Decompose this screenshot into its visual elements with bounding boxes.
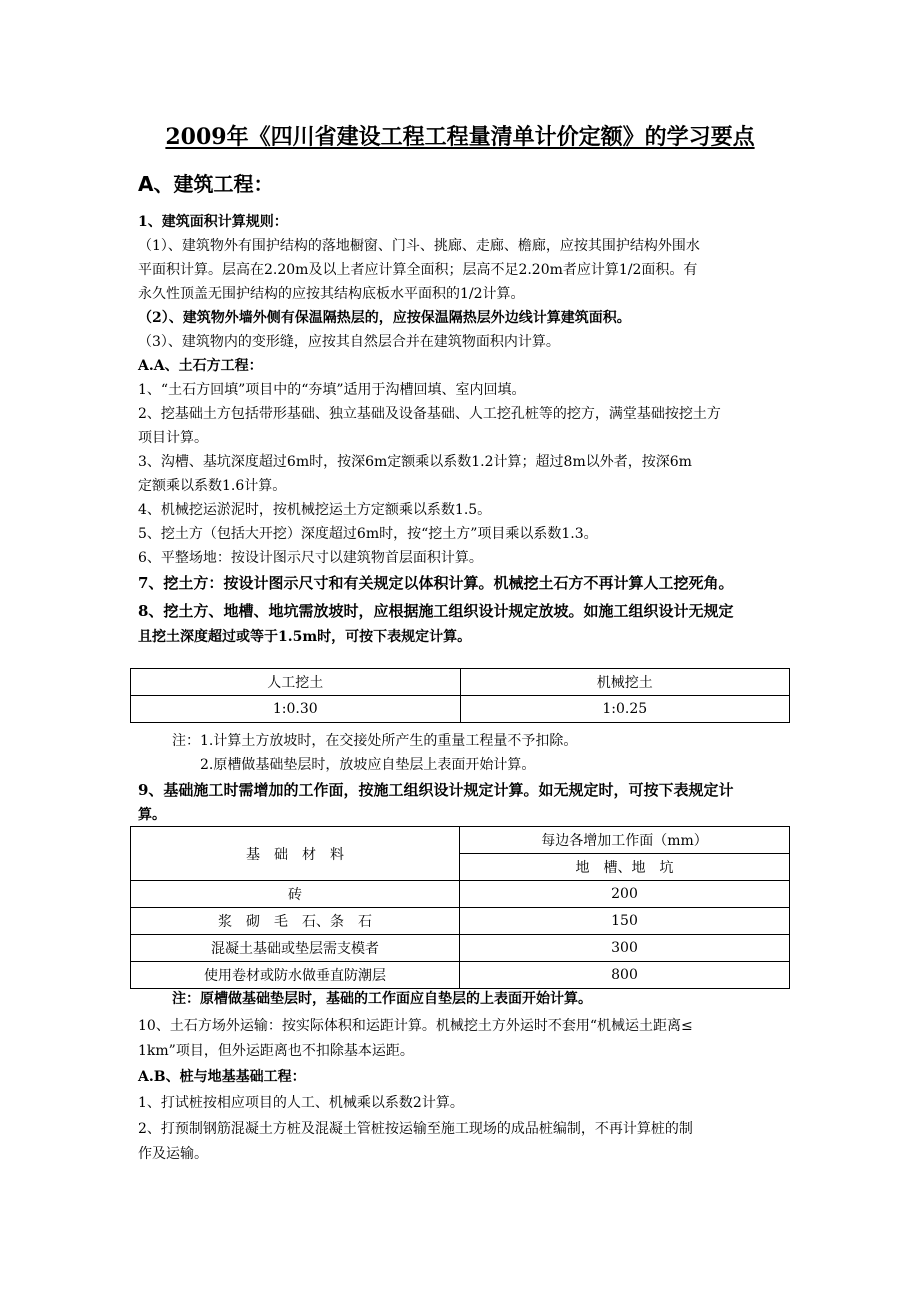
table-row xyxy=(131,962,790,989)
earthwork-item-8-line: 8、挖土方、地槽、地坑需放坡时，应根据施工组织设计规定放坡。如施工组织设计无规定 xyxy=(138,602,734,620)
workface-value: 300 xyxy=(460,935,790,962)
area-rule-1-line: 平面积计算。层高在2.20m及以上者应计算全面积；层高不足2.20m者应计算1/2面积。有 xyxy=(138,262,698,278)
area-rule-3: （3）、建筑物内的变形缝，应按其自然层合并在建筑物面积内计算。 xyxy=(138,334,560,350)
workface-header-width: 每边各增加工作面（mm） xyxy=(460,827,790,854)
workface-subheader: 地 槽、地 坑 xyxy=(460,854,790,881)
pile-item: 2、打预制钢筋混凝土方桩及混凝土管桩按运输至施工现场的成品桩编制，不再计算桩的制 xyxy=(138,1121,693,1137)
table-row xyxy=(131,908,790,935)
earthwork-item: 5、挖土方（包括大开挖）深度超过6m时，按“挖土方”项目乘以系数1.3。 xyxy=(138,526,598,542)
workface-header-material: 基 础 材 料 xyxy=(131,827,460,881)
area-rule-1-line: 永久性顶盖无围护结构的应按其结构底板水平面积的1/2计算。 xyxy=(138,286,525,302)
earthwork-item-7: 7、挖土方：按设计图示尺寸和有关规定以体积计算。机械挖土石方不再计算人工挖死角。 xyxy=(138,574,734,592)
workface-material: 使用卷材或防水做垂直防潮层 xyxy=(131,962,460,989)
table-row xyxy=(131,935,790,962)
section-heading-a: A、建筑工程： xyxy=(138,172,274,196)
workface-value: 800 xyxy=(460,962,790,989)
earthwork-item: 项目计算。 xyxy=(138,430,208,446)
table-row xyxy=(131,881,790,908)
slope-header-machine: 机械挖土 xyxy=(460,669,790,696)
area-rule-1-line: （1）、建筑物外有围护结构的落地橱窗、门斗、挑廊、走廊、檐廊，应按其围护结构外围水 xyxy=(138,238,700,254)
earthwork-heading: A.A、土石方工程： xyxy=(138,358,263,374)
earthwork-item: 6、平整场地：按设计图示尺寸以建筑物首层面积计算。 xyxy=(138,550,483,566)
workface-value: 150 xyxy=(460,908,790,935)
pile-heading: A.B、桩与地基基础工程： xyxy=(138,1069,306,1085)
earthwork-item-10-line: 10、土石方场外运输：按实际体积和运距计算。机械挖土方外运时不套用“机械运土距离≤ xyxy=(138,1018,693,1034)
slope-value-manual: 1:0.30 xyxy=(131,696,461,723)
earthwork-item-10-line: 1km”项目，但外运距离也不扣除基本运距。 xyxy=(138,1043,414,1059)
earthwork-item: 3、沟槽、基坑深度超过6m时，按深6m定额乘以系数1.2计算；超过8m以外者，按深6m xyxy=(138,454,692,470)
slope-note-2: 2.原槽做基础垫层时，放坡应自垫层上表面开始计算。 xyxy=(200,757,536,773)
slope-table xyxy=(130,668,790,723)
workface-note: 注：原槽做基础垫层时，基础的工作面应自垫层的上表面开始计算。 xyxy=(172,991,592,1007)
workface-table xyxy=(130,826,790,989)
slope-value-machine: 1:0.25 xyxy=(460,696,790,723)
slope-header-manual: 人工挖土 xyxy=(131,669,461,696)
pile-item: 作及运输。 xyxy=(138,1146,208,1162)
earthwork-item-9-line: 算。 xyxy=(138,807,166,823)
earthwork-item: 定额乘以系数1.6计算。 xyxy=(138,478,287,494)
earthwork-item: 4、机械挖运淤泥时，按机械挖运土方定额乘以系数1.5。 xyxy=(138,502,492,518)
page-title: 2009年《四川省建设工程工程量清单计价定额》的学习要点 xyxy=(165,124,755,150)
pile-item: 1、打试桩按相应项目的人工、机械乘以系数2计算。 xyxy=(138,1095,464,1111)
area-rules-heading: 1、建筑面积计算规则： xyxy=(138,214,288,230)
earthwork-item: 2、挖基础土方包括带形基础、独立基础及设备基础、人工挖孔桩等的挖方，满堂基础按挖土方 xyxy=(138,406,721,422)
workface-value: 200 xyxy=(460,881,790,908)
area-rule-2: （2）、建筑物外墙外侧有保温隔热层的，应按保温隔热层外边线计算建筑面积。 xyxy=(138,310,631,326)
earthwork-item: 1、“土石方回填”项目中的“夯填”适用于沟槽回填、室内回填。 xyxy=(138,382,526,398)
workface-material: 混凝土基础或垫层需支模者 xyxy=(131,935,460,962)
workface-material: 砖 xyxy=(131,881,460,908)
earthwork-item-8-line: 且挖土深度超过或等于1.5m时，可按下表规定计算。 xyxy=(138,629,472,645)
slope-note-1: 注：1.计算土方放坡时，在交接处所产生的重量工程量不予扣除。 xyxy=(172,733,578,749)
workface-material: 浆 砌 毛 石、条 石 xyxy=(131,908,460,935)
earthwork-item-9-line: 9、基础施工时需增加的工作面，按施工组织设计规定计算。如无规定时，可按下表规定计 xyxy=(138,781,734,799)
